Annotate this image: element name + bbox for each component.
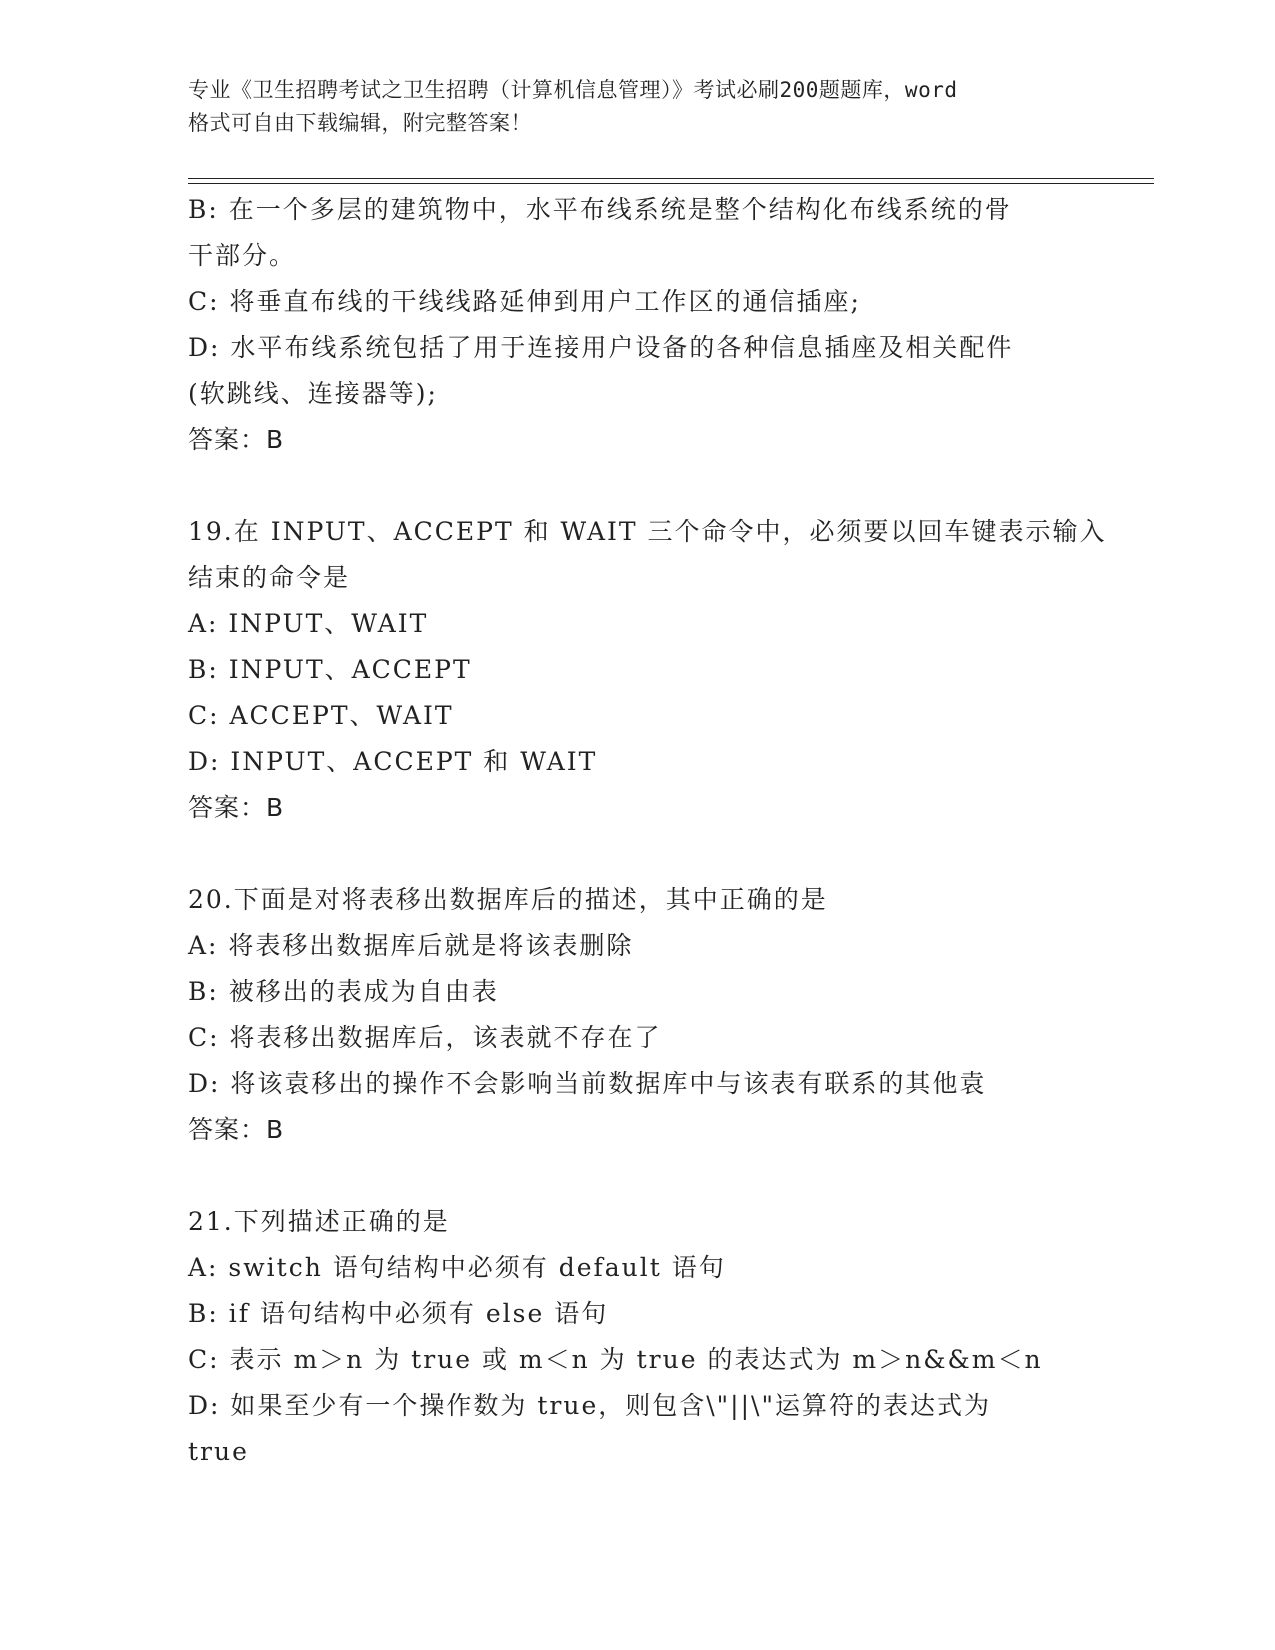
question-list <box>188 187 1107 1475</box>
answer-label: 答案：B <box>188 425 285 454</box>
option-d-line-2: (软跳线、连接器等); <box>188 379 438 408</box>
question-19 <box>188 509 1107 831</box>
option-a: A: INPUT、WAIT <box>188 609 429 638</box>
header-line-2: 格式可自由下载编辑，附完整答案！ <box>188 111 532 135</box>
option-b-line-1: B: 在一个多层的建筑物中，水平布线系统是整个结构化布线系统的骨 <box>188 195 1012 224</box>
spacer <box>188 1153 1088 1199</box>
option-a: A: switch 语句结构中必须有 default 语句 <box>188 1253 726 1282</box>
option-c: C: 将表移出数据库后，该表就不存在了 <box>188 1023 662 1052</box>
option-d-line-1: D: 水平布线系统包括了用于连接用户设备的各种信息插座及相关配件 <box>188 333 1014 362</box>
answer-label: 答案：B <box>188 793 285 822</box>
option-b: B: 被移出的表成为自由表 <box>188 977 499 1006</box>
question-18-tail <box>188 187 1088 463</box>
option-b: B: INPUT、ACCEPT <box>188 655 472 684</box>
question-stem: 20.下面是对将表移出数据库后的描述，其中正确的是 <box>188 885 828 914</box>
header-line-1: 专业《卫生招聘考试之卫生招聘（计算机信息管理）》考试必刷200题题库，word <box>188 78 958 102</box>
option-d: D: INPUT、ACCEPT 和 WAIT <box>188 747 598 776</box>
option-b-line-2: 干部分。 <box>188 241 297 270</box>
question-stem-line-2: 结束的命令是 <box>188 563 351 592</box>
question-21 <box>188 1199 1088 1475</box>
option-d-line-1: D: 如果至少有一个操作数为 true，则包含\"||\"运算符的表达式为 <box>188 1391 991 1420</box>
document-header <box>188 74 1088 140</box>
header-divider-top <box>188 178 1154 179</box>
option-d: D: 将该袁移出的操作不会影响当前数据库中与该表有联系的其他袁 <box>188 1069 987 1098</box>
question-stem-line-1: 19.在 INPUT、ACCEPT 和 WAIT 三个命令中，必须要以回车键表示输入 <box>188 517 1107 546</box>
option-a: A: 将表移出数据库后就是将该表删除 <box>188 931 634 960</box>
option-c: C: 将垂直布线的干线线路延伸到用户工作区的通信插座; <box>188 287 861 316</box>
answer-label: 答案：B <box>188 1115 285 1144</box>
question-20 <box>188 877 1088 1153</box>
header-divider-bottom <box>188 183 1154 184</box>
question-stem: 21.下列描述正确的是 <box>188 1207 450 1236</box>
option-b: B: if 语句结构中必须有 else 语句 <box>188 1299 609 1328</box>
spacer <box>188 831 1088 877</box>
spacer <box>188 463 1088 509</box>
option-c: C: ACCEPT、WAIT <box>188 701 454 730</box>
option-d-line-2: true <box>188 1437 249 1466</box>
option-c: C: 表示 m＞n 为 true 或 m＜n 为 true 的表达式为 m＞n&&m＜n <box>188 1345 1043 1374</box>
